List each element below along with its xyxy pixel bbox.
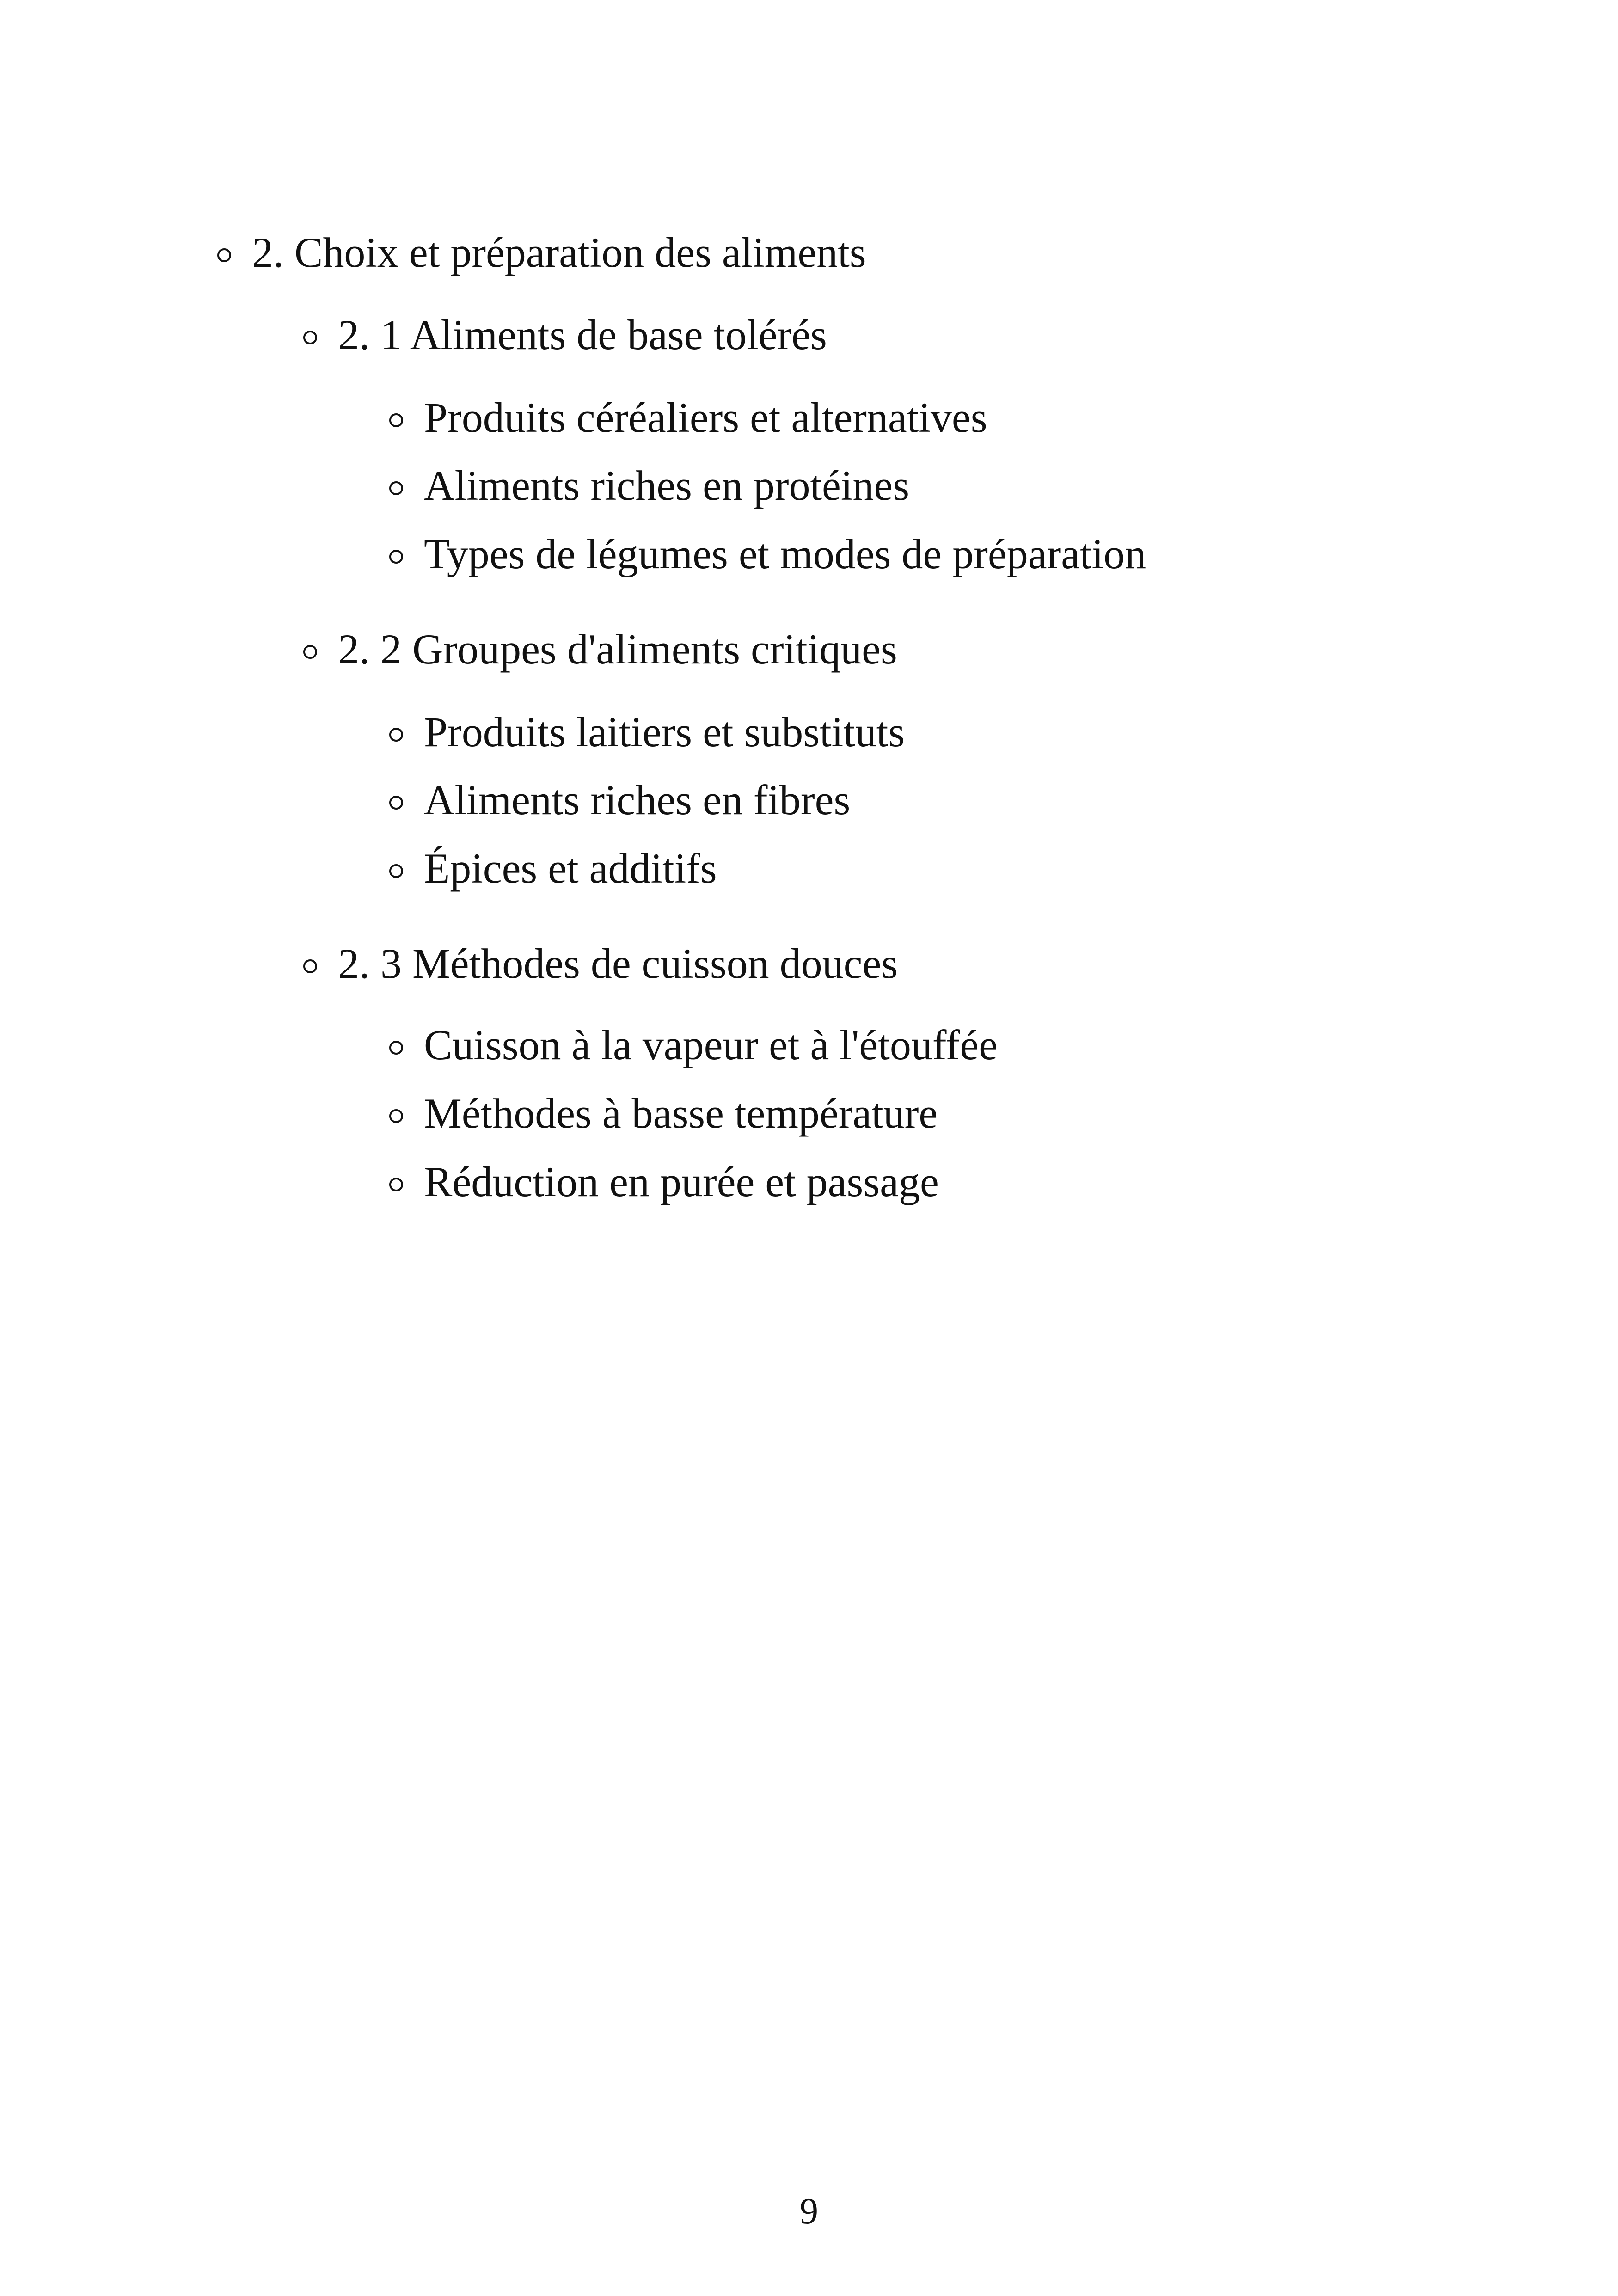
hollow-bullet-icon [217, 248, 231, 262]
item-label: Méthodes à basse température [424, 1090, 938, 1137]
outline-subsection [303, 313, 827, 356]
outline-item [389, 708, 905, 755]
item-label: Épices et additifs [424, 845, 717, 892]
outline-item [389, 1160, 939, 1203]
hollow-bullet-icon [389, 1041, 403, 1055]
hollow-bullet-icon [303, 331, 317, 344]
outline-subsection [303, 942, 898, 985]
hollow-bullet-icon [389, 1178, 403, 1191]
section-label: 2. Choix et préparation des aliments [252, 229, 866, 276]
item-label: Types de légumes et modes de préparation [424, 530, 1146, 577]
outline-item [389, 776, 851, 823]
subsection-label: 2. 2 Groupes d'aliments critiques [338, 626, 897, 673]
outline-section [217, 231, 866, 274]
outline-item [389, 396, 987, 439]
hollow-bullet-icon [389, 413, 403, 427]
outline-item [389, 464, 909, 507]
outline-item [389, 1092, 938, 1135]
hollow-bullet-icon [303, 959, 317, 973]
item-label: Réduction en purée et passage [424, 1158, 939, 1205]
page-number: 9 [800, 2191, 818, 2232]
hollow-bullet-icon [389, 796, 403, 810]
outline-subsection [303, 626, 897, 673]
hollow-bullet-icon [389, 728, 403, 742]
subsection-label: 2. 1 Aliments de base tolérés [338, 311, 827, 358]
item-label: Produits laitiers et substituts [424, 708, 905, 755]
hollow-bullet-icon [389, 481, 403, 495]
outline-item [389, 530, 1146, 577]
item-label: Produits céréaliers et alternatives [424, 394, 987, 441]
hollow-bullet-icon [389, 550, 403, 564]
outline-item [389, 847, 717, 890]
item-label: Aliments riches en protéines [424, 462, 910, 509]
hollow-bullet-icon [389, 864, 403, 878]
outline-item [389, 1021, 998, 1068]
subsection-label: 2. 3 Méthodes de cuisson douces [338, 940, 898, 987]
hollow-bullet-icon [303, 645, 317, 659]
item-label: Cuisson à la vapeur et à l'étouffée [424, 1021, 998, 1068]
hollow-bullet-icon [389, 1109, 403, 1123]
item-label: Aliments riches en fibres [424, 776, 851, 823]
